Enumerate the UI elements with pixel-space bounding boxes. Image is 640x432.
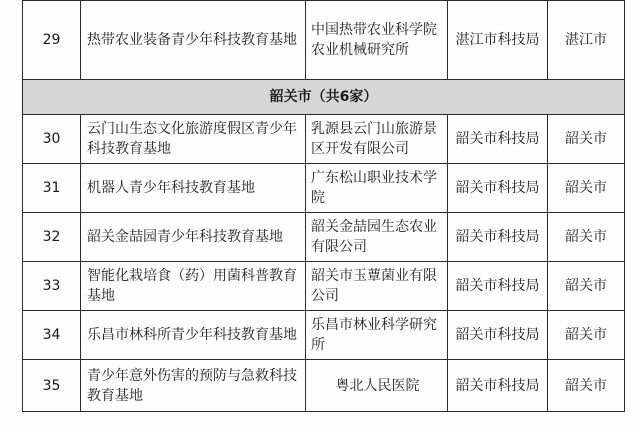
city-name: 湛江市 xyxy=(548,1,625,80)
table-row xyxy=(23,360,625,412)
table-row xyxy=(23,311,625,360)
organization-name: 乳源县云门山旅游景区开发有限公司 xyxy=(306,115,448,164)
row-number: 33 xyxy=(23,262,81,311)
organization-name: 乐昌市林业科学研究所 xyxy=(306,311,448,360)
organization-name: 中国热带农业科学院农业机械研究所 xyxy=(306,1,448,80)
row-number: 29 xyxy=(23,1,81,80)
row-number: 34 xyxy=(23,311,81,360)
city-name: 韶关市 xyxy=(548,360,625,412)
recommending-bureau: 韶关市科技局 xyxy=(448,311,548,360)
base-name: 热带农业装备青少年科技教育基地 xyxy=(81,1,306,80)
base-name: 智能化栽培食（药）用菌科普教育基地 xyxy=(81,262,306,311)
base-name: 云门山生态文化旅游度假区青少年科技教育基地 xyxy=(81,115,306,164)
base-list-table xyxy=(22,0,625,412)
organization-name: 粤北人民医院 xyxy=(306,360,448,412)
table-row xyxy=(23,262,625,311)
base-name: 青少年意外伤害的预防与急救科技教育基地 xyxy=(81,360,306,412)
recommending-bureau: 韶关市科技局 xyxy=(448,164,548,213)
recommending-bureau: 湛江市科技局 xyxy=(448,1,548,80)
section-title: 韶关市（共6家） xyxy=(23,80,625,115)
city-name: 韶关市 xyxy=(548,164,625,213)
organization-name: 韶关金喆园生态农业有限公司 xyxy=(306,213,448,262)
table-row xyxy=(23,213,625,262)
table-row xyxy=(23,164,625,213)
organization-name: 韶关市玉蕈菌业有限公司 xyxy=(306,262,448,311)
recommending-bureau: 韶关市科技局 xyxy=(448,360,548,412)
table-row xyxy=(23,1,625,80)
row-number: 30 xyxy=(23,115,81,164)
recommending-bureau: 韶关市科技局 xyxy=(448,262,548,311)
recommending-bureau: 韶关市科技局 xyxy=(448,115,548,164)
row-number: 32 xyxy=(23,213,81,262)
city-name: 韶关市 xyxy=(548,213,625,262)
city-name: 韶关市 xyxy=(548,311,625,360)
base-name: 韶关金喆园青少年科技教育基地 xyxy=(81,213,306,262)
section-header-row xyxy=(23,80,625,115)
row-number: 35 xyxy=(23,360,81,412)
city-name: 韶关市 xyxy=(548,262,625,311)
base-name: 乐昌市林科所青少年科技教育基地 xyxy=(81,311,306,360)
table-row xyxy=(23,115,625,164)
city-name: 韶关市 xyxy=(548,115,625,164)
base-name: 机器人青少年科技教育基地 xyxy=(81,164,306,213)
organization-name: 广东松山职业技术学院 xyxy=(306,164,448,213)
row-number: 31 xyxy=(23,164,81,213)
recommending-bureau: 韶关市科技局 xyxy=(448,213,548,262)
